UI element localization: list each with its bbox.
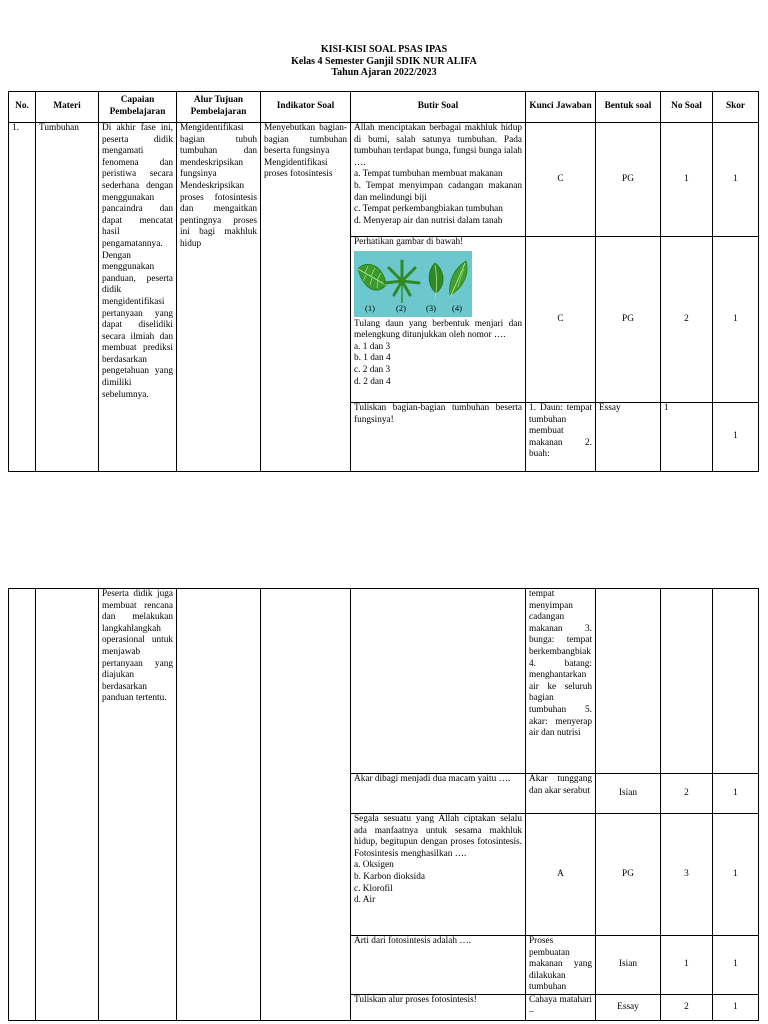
bentuk-cell: PG <box>596 123 661 237</box>
question-option: a. Tempat tumbuhan membuat makanan <box>354 169 503 180</box>
nosoal-cell: 1 <box>661 403 713 472</box>
skor-cell: 1 <box>713 403 759 472</box>
indikator-cell-cont <box>261 589 351 1021</box>
butir-soal-cell: Tuliskan bagian-bagian tumbuhan beserta fungsinya! <box>351 403 526 472</box>
kunci-cell: C <box>526 123 596 237</box>
leaf-label: (2) <box>396 302 406 313</box>
capaian-cell: Di akhir fase ini, peserta didik mengamati fenomena dan peristiwa secara sederhana dengan menggunakan pancaindra dan dapat mencatat hasil pengamatannya. Dengan menggunakan panduan, peserta didik mengidentifikasi pertanyaan yang dapat diselidiki secara ilmiah dan membuat prediksi berdasarkan pengetahuan yang dimiliki sebelumnya. <box>99 123 177 472</box>
question-option: b. 1 dan 4 <box>354 353 391 364</box>
kunci-cell: Proses pembuatan makanan yang dilakukan tumbuhan <box>526 936 596 995</box>
skor-cell: 1 <box>713 237 759 403</box>
col-header-bentuk: Bentuk soal <box>596 92 661 123</box>
leaf-1-icon <box>358 264 386 290</box>
document-subtitle: Kelas 4 Semester Ganjil SDIK NUR ALIFA <box>291 55 477 67</box>
indikator-item: Menyebutkan bagian-bagian tumbuhan beserta fungsinya <box>264 123 347 157</box>
col-header-atp: Alur Tujuan Pembelajaran <box>177 92 261 123</box>
bentuk-cell: Essay <box>596 995 661 1021</box>
skor-cell: 1 <box>713 774 759 814</box>
leaf-4-icon <box>450 261 467 297</box>
butir-soal-cell <box>351 814 526 936</box>
nosoal-cell: 2 <box>661 774 713 814</box>
document-year: Tahun Ajaran 2022/2023 <box>331 67 437 78</box>
skor-cell: 1 <box>713 814 759 936</box>
question-option: d. 2 dan 4 <box>354 376 391 387</box>
col-header-kunci: Kunci Jawaban <box>526 92 596 123</box>
row-number-cont <box>9 589 36 1021</box>
question-stem: Allah menciptakan berbagai makhluk hidup di bumi, salah satunya tumbuhan. Pada tumbuhan terdapat bunga, fungsi bunga ialah …. <box>354 123 522 168</box>
leaf-3-icon <box>429 263 443 299</box>
question-stem: Segala sesuatu yang Allah ciptakan selalu ada manfaatnya untuk sesama makhluk hidup, begitupun dengan proses fotosintesis. Fotosintesis menghasilkan …. <box>354 814 522 859</box>
indikator-cell <box>261 123 351 472</box>
table-header-row <box>9 92 759 123</box>
materi-cell: Tumbuhan <box>36 123 99 472</box>
materi-cell-cont <box>36 589 99 1021</box>
question-option: c. 2 dan 3 <box>354 364 391 375</box>
row-number: 1. <box>9 123 36 472</box>
butir-soal-cell <box>351 123 526 237</box>
nosoal-cell: 2 <box>661 995 713 1021</box>
col-header-skor: Skor <box>713 92 759 123</box>
document-header <box>0 44 768 79</box>
bentuk-cell: Essay <box>596 403 661 472</box>
kisi-kisi-table-page-2 <box>8 588 759 1021</box>
kunci-cell: Akar tunggang dan akar serabut <box>526 774 596 814</box>
butir-soal-cell: Tuliskan alur proses fotosintesis! <box>351 995 526 1021</box>
atp-cell-cont <box>177 589 261 1021</box>
bentuk-cell-cont <box>596 589 661 774</box>
indikator-item: Mengidentifikasi proses fotosintesis <box>264 157 333 180</box>
question-stem: Tulang daun yang berbentuk menjari dan melengkung ditunjukkan oleh nomor …. <box>354 318 522 341</box>
bentuk-cell: Isian <box>596 936 661 995</box>
question-option: c. Klorofil <box>354 883 393 894</box>
document-title: KISI-KISI SOAL PSAS IPAS <box>320 44 448 55</box>
question-option: c. Tempat perkembangbiakan tumbuhan <box>354 204 503 215</box>
leaf-label: (1) <box>365 302 375 313</box>
col-header-nosoal: No Soal <box>661 92 713 123</box>
kunci-cell: Cahaya matahari – <box>526 995 596 1021</box>
butir-soal-cell: Akar dibagi menjadi dua macam yaitu …. <box>351 774 526 814</box>
atp-item: Mengidentifikasi bagian tubuh tumbuhan dan mendeskripsikan fungsinya <box>180 123 257 180</box>
col-header-no: No. <box>9 92 36 123</box>
nosoal-cell: 1 <box>661 936 713 995</box>
butir-soal-cell-cont <box>351 589 526 774</box>
butir-soal-cell <box>351 237 526 403</box>
skor-cell: 1 <box>713 936 759 995</box>
question-option: a. 1 dan 3 <box>354 341 391 352</box>
table-row <box>9 123 759 237</box>
question-option: b. Tempat menyimpan cadangan makanan dan melindungi biji <box>354 180 522 203</box>
kisi-kisi-table-page-1 <box>8 91 759 472</box>
question-option: b. Karbon dioksida <box>354 871 426 882</box>
nosoal-cell-cont <box>661 589 713 774</box>
table-row <box>9 589 759 774</box>
col-header-materi: Materi <box>36 92 99 123</box>
kunci-cell: A <box>526 814 596 936</box>
skor-cell-cont <box>713 589 759 774</box>
capaian-cell: Peserta didik juga membuat rencana dan melakukan langkahlangkah operasional untuk menjawab pertanyaan yang diajukan berdasarkan panduan tertentu. <box>99 589 177 1021</box>
col-header-capaian: Capaian Pembelajaran <box>99 92 177 123</box>
kunci-cell: C <box>526 237 596 403</box>
question-intro: Perhatikan gambar di bawah! <box>354 237 464 247</box>
nosoal-cell: 1 <box>661 123 713 237</box>
col-header-butir: Butir Soal <box>351 92 526 123</box>
butir-soal-cell: Arti dari fotosintesis adalah …. <box>351 936 526 995</box>
bentuk-cell: Isian <box>596 774 661 814</box>
skor-cell: 1 <box>713 123 759 237</box>
leaf-venation-image <box>354 251 472 317</box>
nosoal-cell: 2 <box>661 237 713 403</box>
nosoal-cell: 3 <box>661 814 713 936</box>
bentuk-cell: PG <box>596 814 661 936</box>
col-header-indikator: Indikator Soal <box>261 92 351 123</box>
kunci-cell: 1. Daun: tempat tumbuhan membuat makanan 2. buah: <box>526 403 596 472</box>
leaf-label: (3) <box>426 302 436 313</box>
skor-cell: 1 <box>713 995 759 1021</box>
kunci-cell: tempat menyimpan cadangan makanan 3. bunga: tempat berkembangbiak 4. batang: menghantarkan air ke seluruh bagian tumbuhan 5. akar: menyerap air dan nutrisi <box>526 589 596 774</box>
leaf-label: (4) <box>452 302 462 313</box>
question-option: a. Oksigen <box>354 860 394 871</box>
leaf-2-icon <box>385 261 419 303</box>
bentuk-cell: PG <box>596 237 661 403</box>
question-option: d. Menyerap air dan nutrisi dalam tanah <box>354 215 503 226</box>
atp-cell <box>177 123 261 472</box>
atp-item: Mendeskripsikan proses fotosintesis dan mengaitkan pentingnya proses ini bagi makhluk hidup <box>180 180 257 249</box>
question-option: d. Air <box>354 895 376 906</box>
